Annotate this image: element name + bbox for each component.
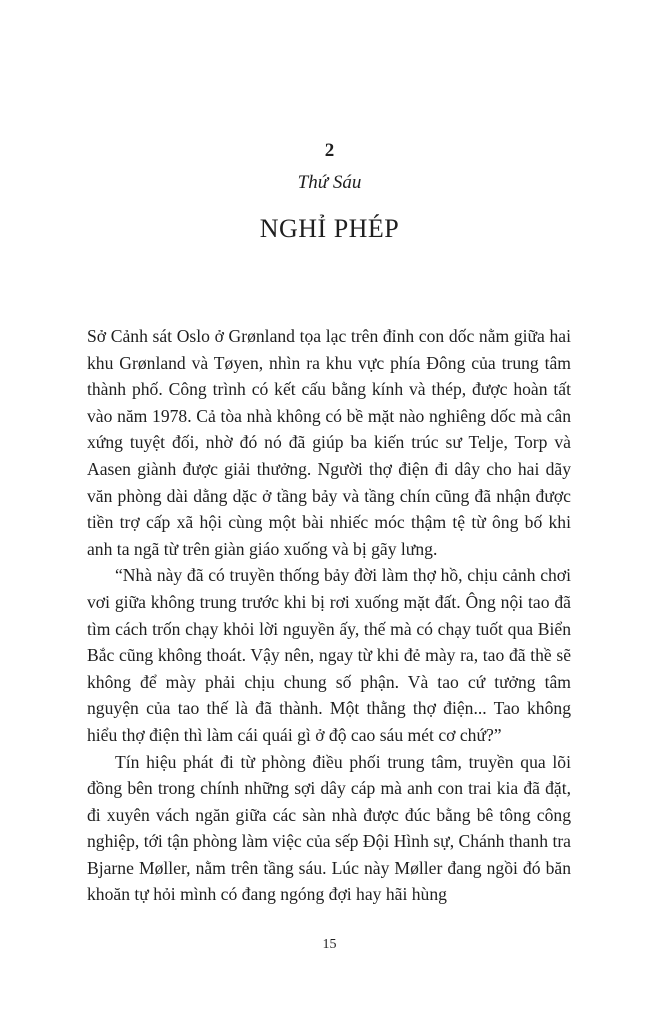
paragraph-1: Sở Cảnh sát Oslo ở Grønland tọa lạc trên đỉnh con dốc nằm giữa hai khu Grønland và Tøyen, nhìn ra khu vực phía Đông của trung tâm thành phố. Công trình có kết cấu bằng kính và thép, được hoàn tất vào năm 1978. Cả tòa nhà không có bề mặt nào nghiêng dốc mà cân xứng tuyệt đối, nhờ đó nó đã giúp ba kiến trúc sư Telje, Torp và Aasen giành được giải thưởng. Người thợ điện đi dây cho hai dãy văn phòng dài dằng dặc ở tầng bảy và tầng chín cũng đã nhận được tiền trợ cấp xã hội cùng một bài nhiếc móc thậm tệ từ ông bố khi anh ta ngã từ trên giàn giáo xuống và bị gãy lưng. bbox=[87, 326, 571, 559]
body-text bbox=[87, 323, 571, 908]
chapter-day: Thứ Sáu bbox=[297, 172, 362, 193]
chapter-number: 2 bbox=[324, 140, 335, 161]
paragraph-2: “Nhà này đã có truyền thống bảy đời làm thợ hồ, chịu cảnh chơi vơi giữa không trung trước khi bị rơi xuống mặt đất. Ông nội tao đã tìm cách trốn chạy khỏi lời nguyền ấy, thế mà có chạy tuốt qua Biển Bắc cũng không thoát. Vậy nên, ngay từ khi đẻ mày ra, tao đã thề sẽ không để mày phải chịu chung số phận. Và tao cứ tưởng tâm nguyện của tao thế là đã thành. Một thằng thợ điện... Tao không hiểu thợ điện thì làm cái quái gì ở độ cao sáu mét cơ chứ?” bbox=[87, 565, 571, 745]
chapter-title: NGHỈ PHÉP bbox=[259, 214, 400, 243]
page-number: 15 bbox=[322, 937, 337, 952]
paragraph-3: Tín hiệu phát đi từ phòng điều phối trung tâm, truyền qua lõi đồng bên trong chính những sợi dây cáp mà anh con trai kia đã đặt, đi xuyên vách ngăn giữa các sàn nhà được đúc bằng bê tông công nghiệp, tới tận phòng làm việc của sếp Đội Hình sự, Chánh thanh tra Bjarne Møller, nằm trên tầng sáu. Lúc này Møller đang ngồi đó băn khoăn tự hỏi mình có đang ngóng đợi hay hãi hùng bbox=[87, 751, 571, 905]
